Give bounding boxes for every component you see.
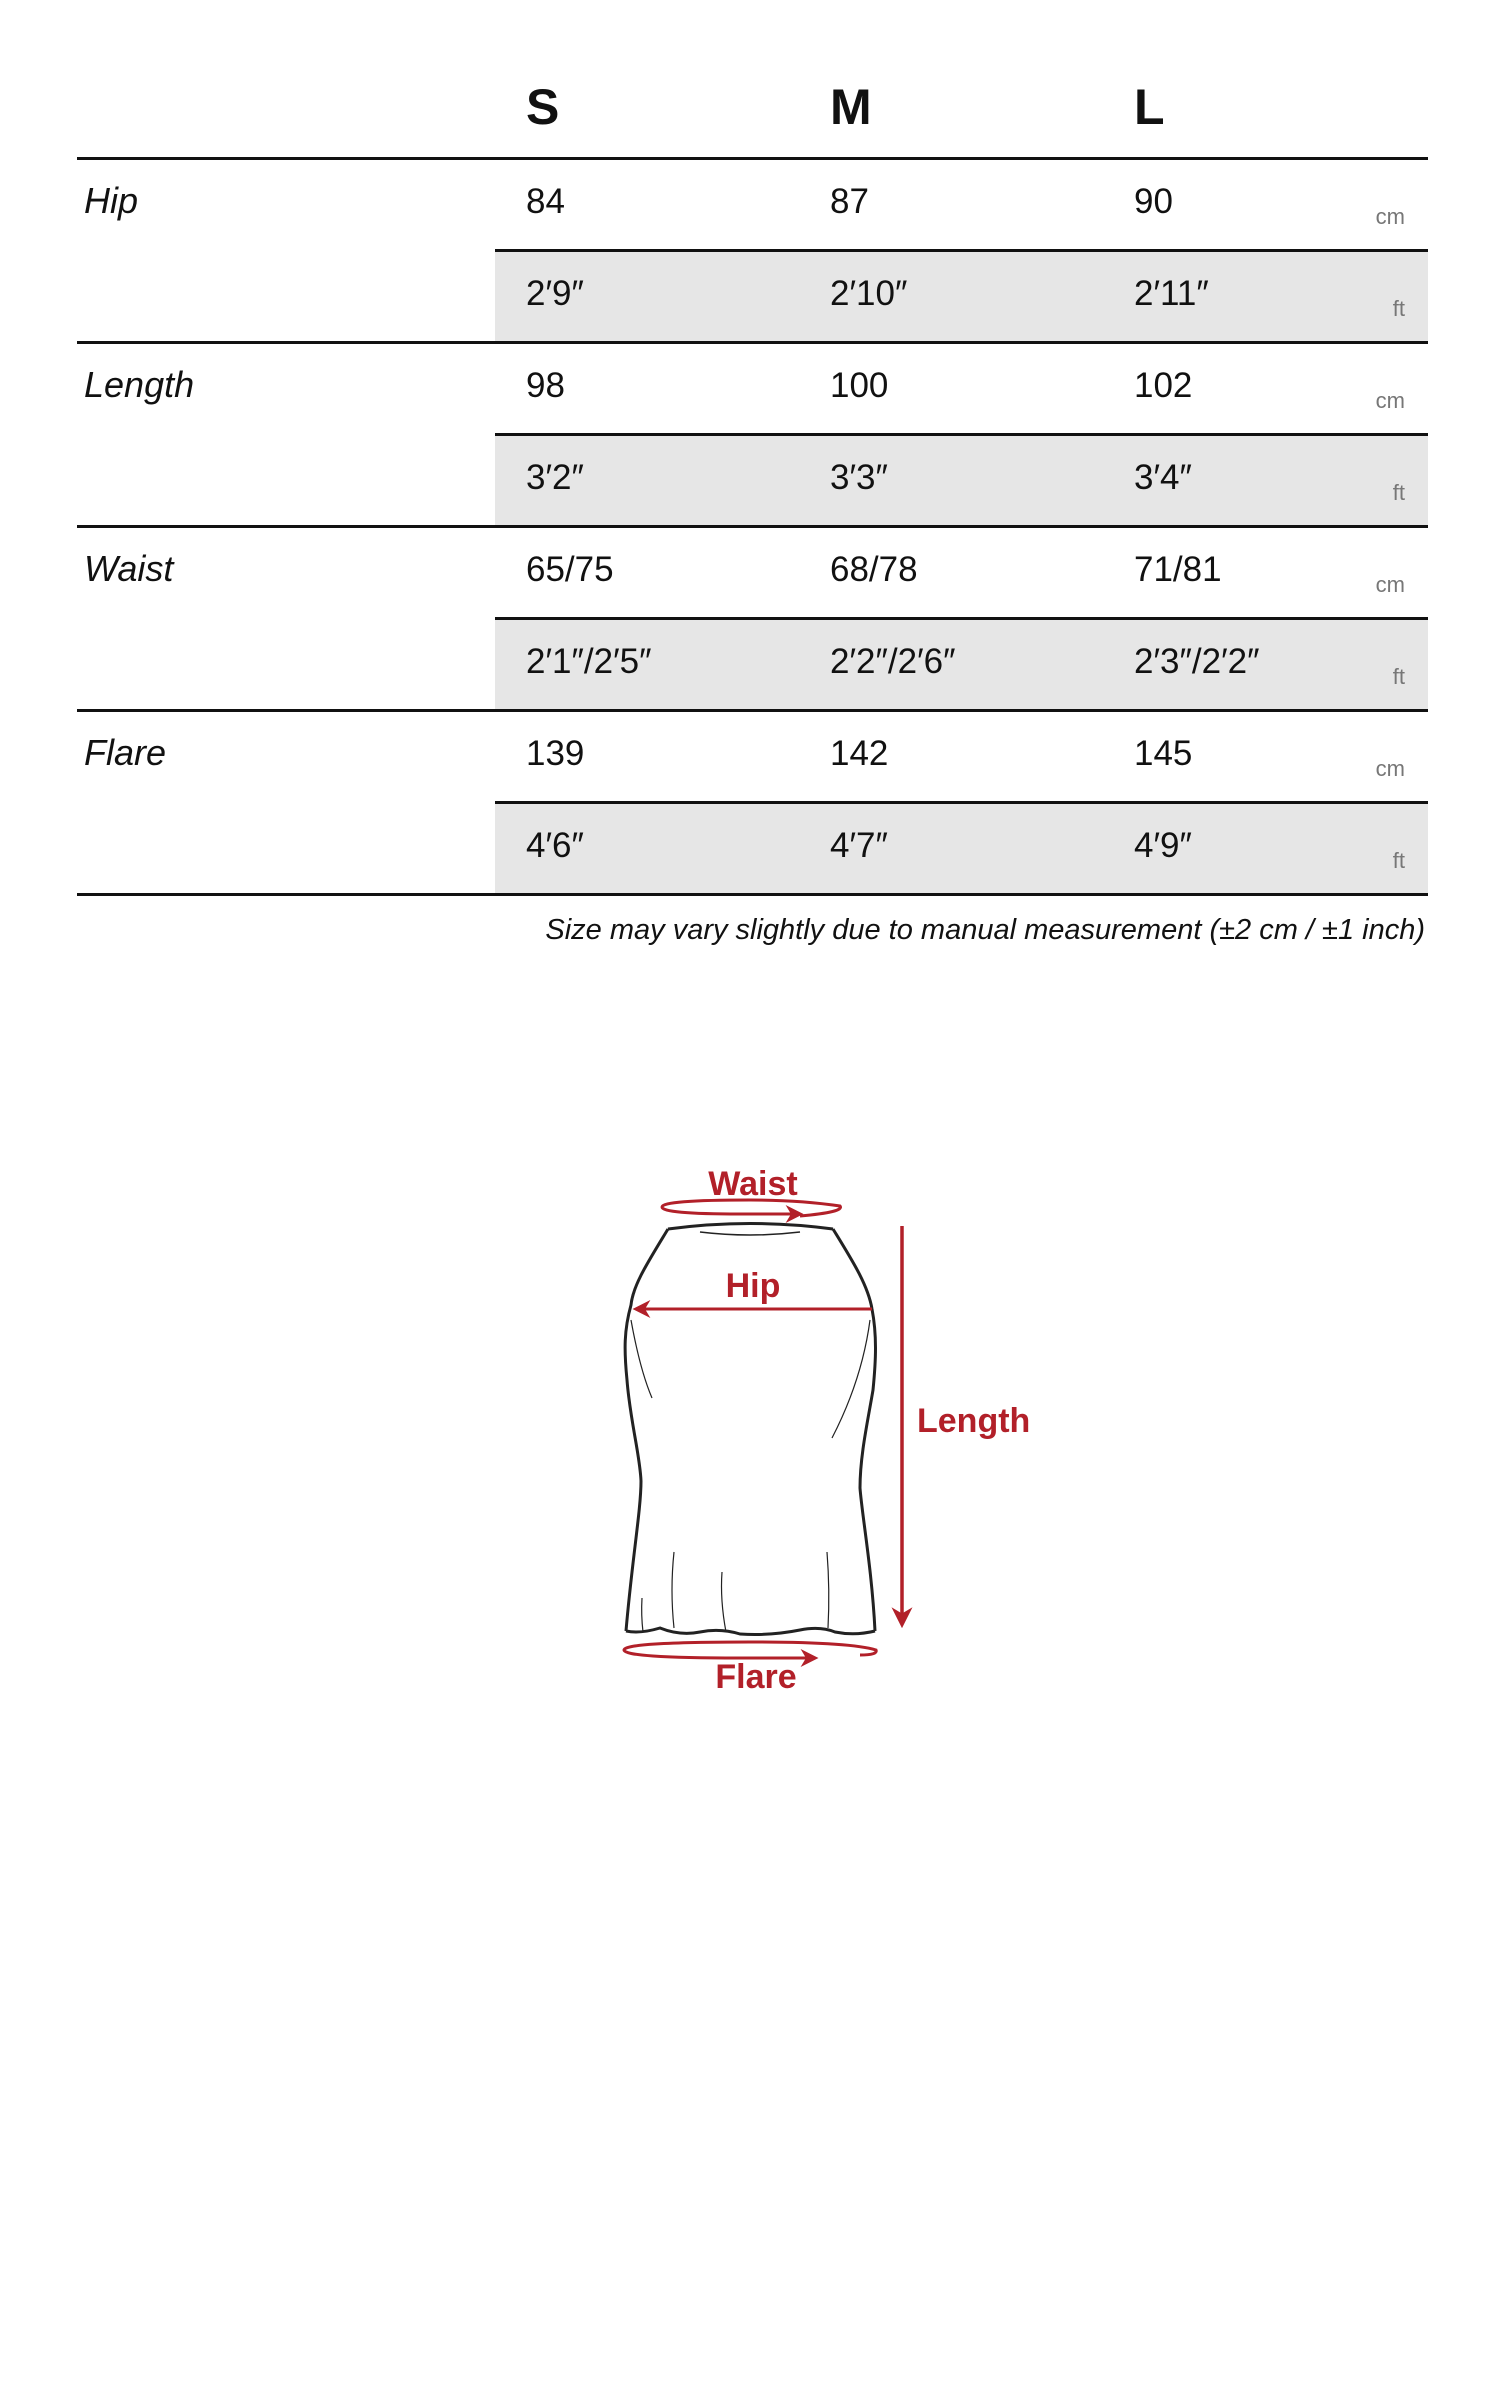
cm-value: 84: [526, 182, 565, 221]
cm-value: 139: [526, 734, 585, 773]
ft-value: 2′11″: [1134, 274, 1209, 313]
length-measure: [902, 1226, 1030, 1624]
ft-value: 3′3″: [830, 458, 888, 497]
length-label: Length: [917, 1402, 1031, 1440]
waist-label: Waist: [708, 1165, 798, 1203]
unit-ft: ft: [1392, 296, 1405, 321]
ft-value: 4′7″: [830, 826, 888, 865]
cm-value: 87: [830, 182, 869, 221]
ft-value: 2′1″/2′5″: [526, 642, 652, 681]
size-header-m: M: [830, 79, 872, 135]
ft-value: 2′9″: [526, 274, 584, 313]
cm-value: 142: [830, 734, 889, 773]
unit-ft: ft: [1392, 480, 1405, 505]
flare-label: Flare: [715, 1658, 797, 1696]
measurement-label-hip: Hip: [84, 180, 139, 221]
measurement-label-length: Length: [84, 364, 195, 405]
cm-value: 90: [1134, 182, 1173, 221]
unit-cm: cm: [1375, 388, 1405, 413]
ft-value: 3′4″: [1134, 458, 1192, 497]
cm-value: 145: [1134, 734, 1193, 773]
size-header-s: S: [526, 79, 560, 135]
cm-value: 102: [1134, 366, 1193, 405]
unit-cm: cm: [1375, 756, 1405, 781]
ft-value: 2′10″: [830, 274, 908, 313]
unit-cm: cm: [1375, 204, 1405, 229]
cm-value: 98: [526, 366, 565, 405]
cm-value: 71/81: [1134, 550, 1222, 589]
size-header-l: L: [1134, 79, 1165, 135]
ft-value: 2′3″/2′2″: [1134, 642, 1260, 681]
waist-measure: [662, 1165, 841, 1216]
unit-ft: ft: [1392, 664, 1405, 689]
ft-value: 4′6″: [526, 826, 584, 865]
measurement-label-flare: Flare: [84, 732, 167, 773]
measurement-note: Size may vary slightly due to manual measurement (±2 cm / ±1 inch): [545, 914, 1425, 946]
cm-value: 68/78: [830, 550, 918, 589]
cm-value: 100: [830, 366, 889, 405]
ft-value: 3′2″: [526, 458, 584, 497]
hip-measure: [636, 1267, 872, 1309]
unit-cm: cm: [1375, 572, 1405, 597]
unit-ft: ft: [1392, 848, 1405, 873]
ft-value: 2′2″/2′6″: [830, 642, 956, 681]
cm-value: 65/75: [526, 550, 614, 589]
hip-label: Hip: [725, 1267, 781, 1305]
measurement-label-waist: Waist: [84, 548, 174, 589]
flare-measure: [624, 1642, 876, 1696]
ft-value: 4′9″: [1134, 826, 1192, 865]
